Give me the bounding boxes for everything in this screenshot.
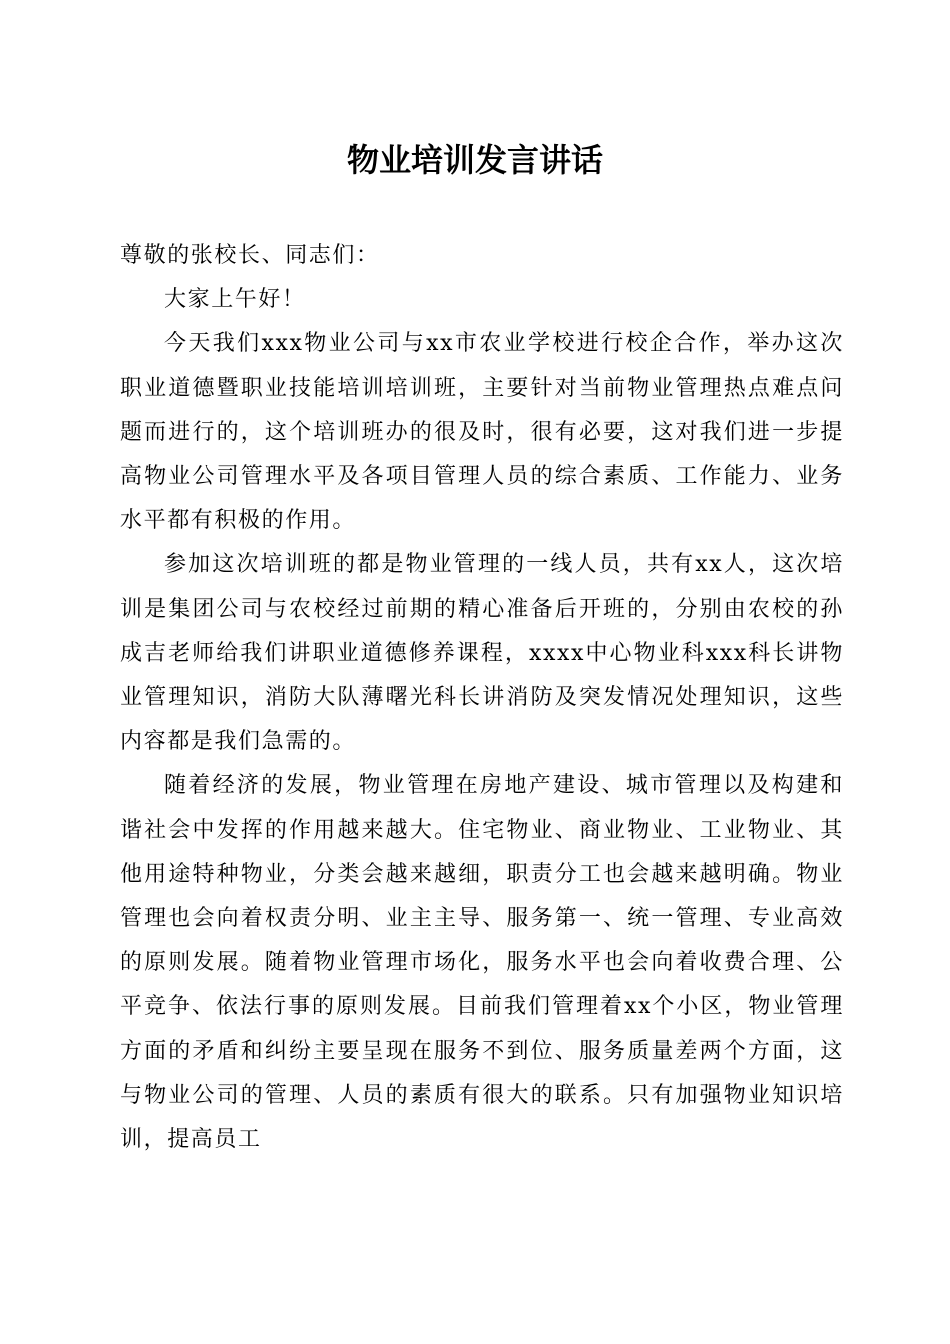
document-body — [120, 234, 844, 1162]
document-title: 物业培训发言讲话 — [346, 141, 603, 179]
salutation: 尊敬的张校长、同志们： — [120, 243, 380, 268]
paragraph-development: 随着经济的发展，物业管理在房地产建设、城市管理以及构建和谐社会中发挥的作用越来越大。住宅物业、商业物业、工业物业、其他用途特种物业，分类会越来越细，职责分工也会越来越明确。物业管理也会向着权责分明、业主主导、服务第一、统一管理、专业高效的原则发展。随着物业管理市场化，服务水平也会向着收费合理、公平竞争、依法行事的原则发展。目前我们管理着xx个小区，物业管理方面的矛盾和纠纷主要呈现在服务不到位、服务质量差两个方面，这与物业公司的管理、人员的素质有很大的联系。只有加强物业知识培训，提高员工 — [120, 773, 844, 1153]
paragraph-introduction: 今天我们xxx物业公司与xx市农业学校进行校企合作，举办这次职业道德暨职业技能培训培训班，主要针对当前物业管理热点难点问题而进行的，这个培训班办的很及时，很有必要，这对我们进一步提高物业公司管理水平及各项目管理人员的综合素质、工作能力、业务水平都有积极的作用。 — [120, 331, 844, 534]
paragraph-participants: 参加这次培训班的都是物业管理的一线人员，共有xx人，这次培训是集团公司与农校经过前期的精心准备后开班的，分别由农校的孙成吉老师给我们讲职业道德修养课程，xxxx中心物业科xxx科长讲物业管理知识，消防大队薄曙光科长讲消防及突发情况处理知识，这些内容都是我们急需的。 — [120, 552, 844, 755]
paragraph-greeting: 大家上午好！ — [164, 287, 306, 313]
